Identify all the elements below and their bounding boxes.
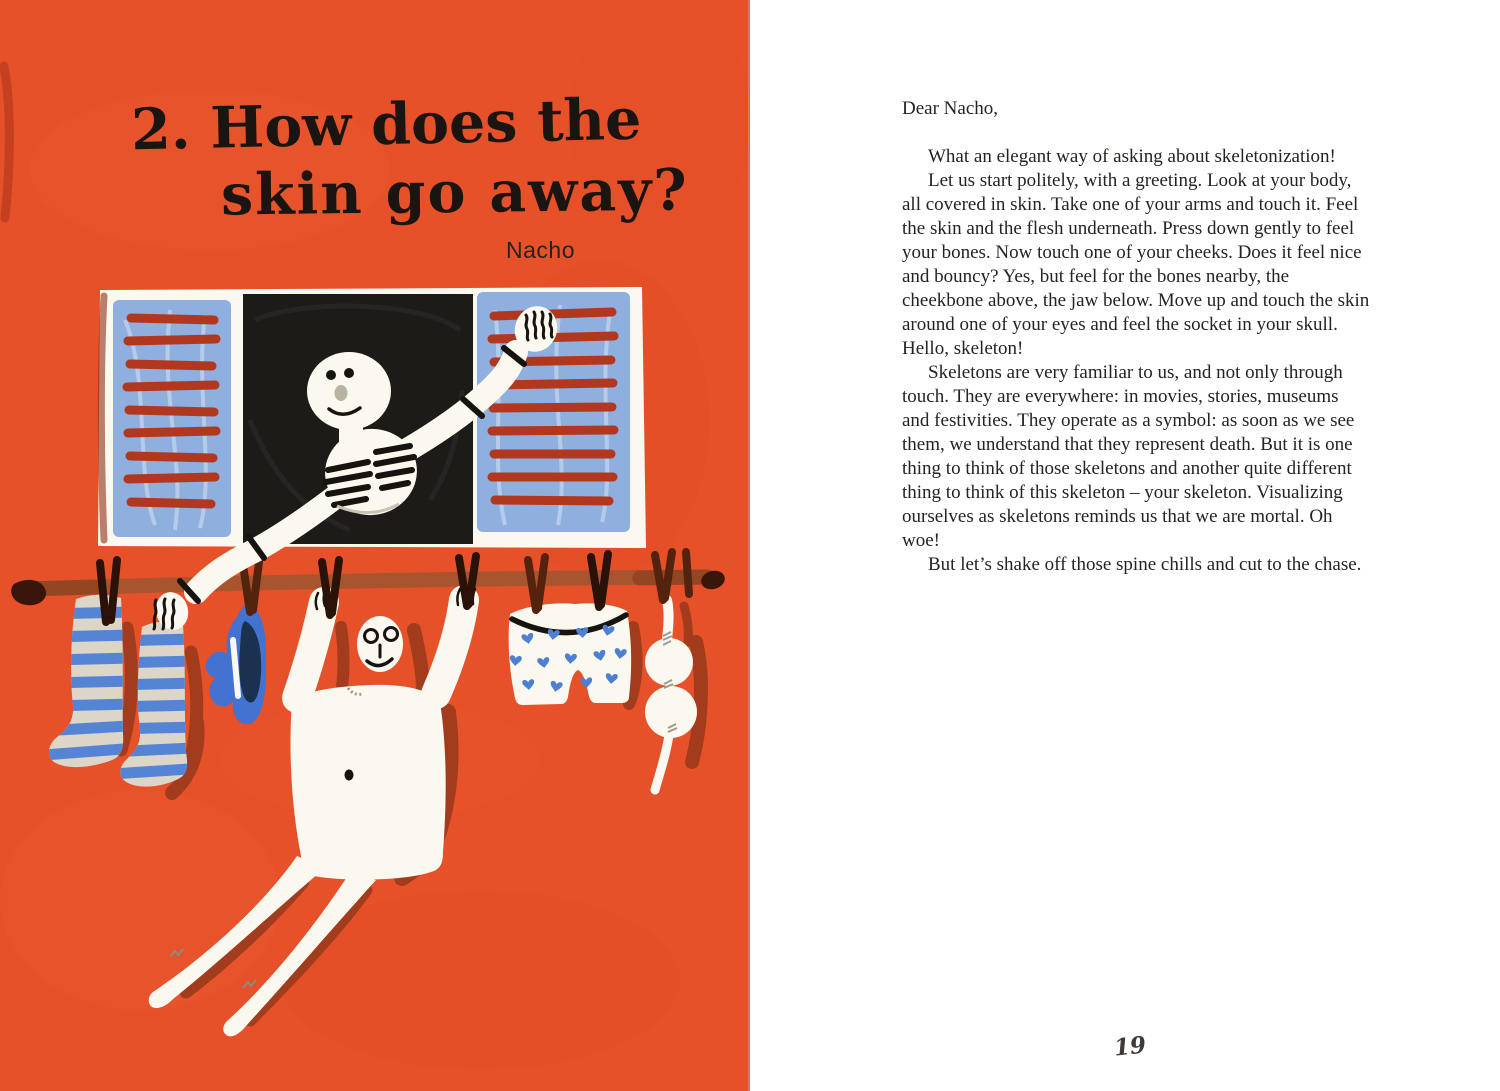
page-number: 19 xyxy=(1112,1031,1148,1062)
letter-paragraph: Let us start politely, with a greeting. Look at your body, all covered in skin. Take one of your arms and touch it. Feel the skin and the flesh underneath. Press down gently to feel your bones. Now touch one of your cheeks. Does it feel nice and bouncy? Yes, but feel for the bones nearby, the cheekbone above, the jaw below. Move up and touch the skin around one of your eyes and feel the socket in your skull. Hello, skeleton! xyxy=(902,170,1370,359)
byline: Nacho xyxy=(506,237,575,263)
belly-button xyxy=(345,770,354,781)
right-page xyxy=(750,0,1500,1091)
letter-text xyxy=(902,97,1370,577)
skeleton-head xyxy=(307,352,391,430)
chapter-title-line-1: 2. How does the xyxy=(130,85,642,164)
letter-paragraph: But let’s shake off those spine chills and cut to the chase. xyxy=(928,554,1362,575)
left-shutter xyxy=(113,300,231,537)
letter-paragraph: Skeletons are very familiar to us, and not only through touch. They are everywhere: in movies, stories, museums and festivities. They operate as a symbol: as soon as we see them, we understand that they represent death. But it is one thing to think of those skeletons and another quite different thing to think of this skeleton – your skeleton. Visualizing ourselves as skeletons reminds us that we are mortal. Oh woe! xyxy=(902,362,1355,551)
salutation: Dear Nacho, xyxy=(902,98,999,119)
frame-shadow-edge xyxy=(101,296,104,540)
letter-paragraph: What an elegant way of asking about skeletonization! xyxy=(928,146,1336,167)
chapter-title-line-2: skin go away? xyxy=(220,156,690,229)
